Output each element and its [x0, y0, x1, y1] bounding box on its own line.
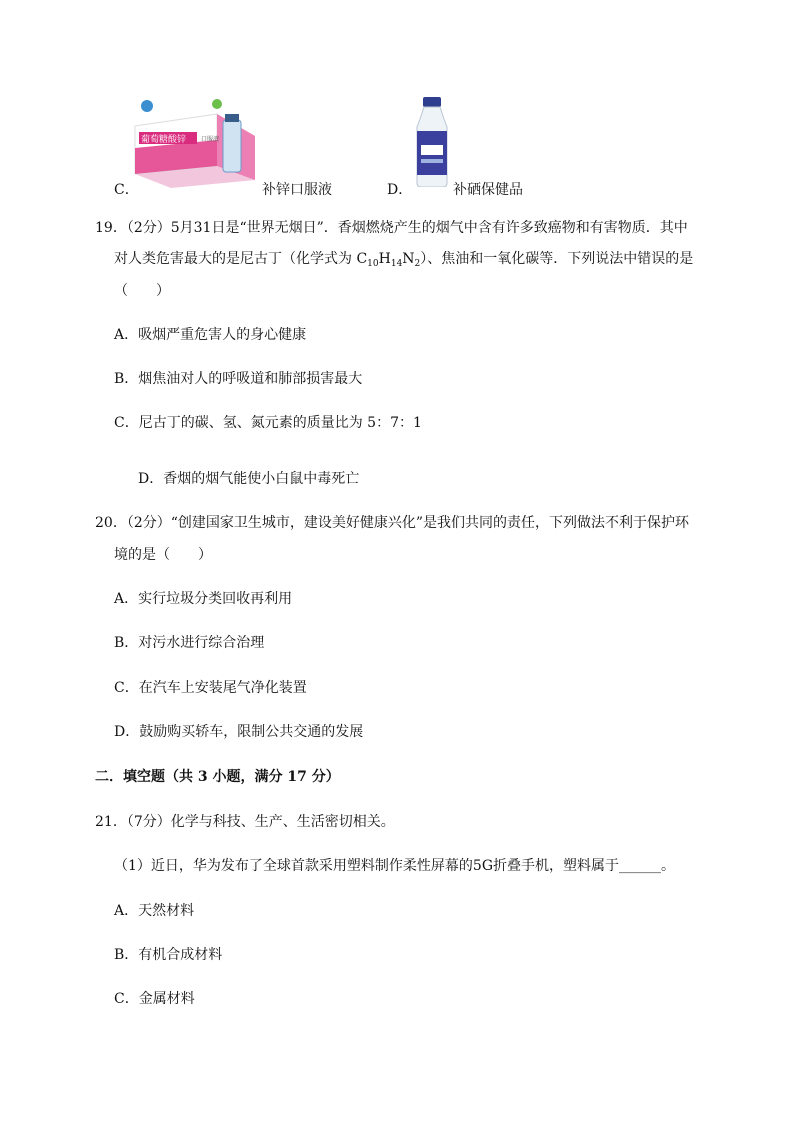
q20-option-c: C．在汽车上安装尾气净化装置: [114, 680, 307, 696]
q21-option-b: B．有机合成材料: [114, 947, 223, 963]
q21-stem: 21．（7分）化学与科技、生产、生活密切相关。: [95, 814, 395, 830]
option-c-letter: C．: [114, 182, 139, 198]
option-d-letter: D．: [387, 182, 413, 198]
box-brand-label: 葡萄糖酸锌: [141, 135, 187, 145]
zinc-oral-liquid-box-image: [127, 96, 262, 188]
q19-stem-line2: 对人类危害最大的是尼古丁（化学式为 $C_{10}H_{14}N_2$）、焦油和一氧化碳等．下列说法中错误的是: [114, 251, 694, 269]
option-c-text: 补锌口服液: [262, 182, 332, 198]
q21-sub1: （1）近日，华为发布了全球首款采用塑料制作柔性屏幕的5G折叠手机，塑料属于______。: [114, 858, 675, 874]
q19-option-a: A．吸烟严重危害人的身心健康: [114, 327, 307, 343]
selenium-bottle-image: [411, 97, 453, 187]
q21-option-c: C．金属材料: [114, 991, 195, 1007]
q20-option-b: B．对污水进行综合治理: [114, 635, 265, 651]
q19-option-b: B．烟焦油对人的呼吸道和肺部损害最大: [114, 371, 363, 387]
q20-stem-line2: 境的是（ ）: [114, 547, 212, 563]
q19-option-c: C．尼古丁的碳、氢、氮元素的质量比为 5：7：1: [114, 415, 422, 431]
section-heading: 二．填空题（共 3 小题，满分 17 分）: [95, 769, 340, 785]
q19-option-d: D．香烟的烟气能使小白鼠中毒死亡: [138, 471, 360, 487]
q20-option-d: D．鼓励购买轿车，限制公共交通的发展: [114, 724, 364, 740]
q19-paren: （ ）: [114, 283, 170, 299]
option-d-text: 补硒保健品: [453, 182, 523, 198]
q21-option-a: A．天然材料: [114, 903, 195, 919]
q20-stem-line1: 20．（2分）“创建国家卫生城市，建设美好健康兴化”是我们共同的责任，下列做法不利于保护环: [95, 515, 690, 531]
q19-stem-line1: 19．（2分）5月31日是“世界无烟日”．香烟燃烧产生的烟气中含有许多致癌物和有害物质．其中: [95, 220, 688, 236]
q20-option-a: A．实行垃圾分类回收再利用: [114, 591, 293, 607]
box-small-label: 口服液: [201, 136, 220, 143]
